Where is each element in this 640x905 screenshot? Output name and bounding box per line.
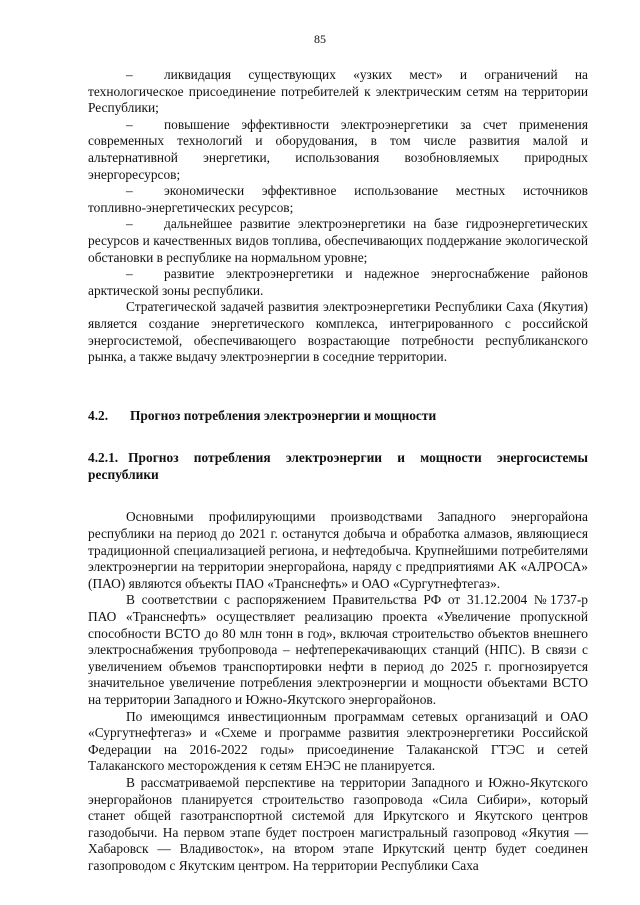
bullet-text: дальнейшее развитие электроэнергетики на базе гидроэнергетических ресурсов и качественных видов топлива, обеспечивающих поддержание экологической обстановки в республике на нормальном уровне; (88, 216, 588, 265)
section-heading-4-2-1 (88, 450, 588, 483)
bullet-item (88, 266, 588, 299)
strategic-paragraph: Стратегической задачей развития электроэнергетики Республики Саха (Якутия) является создание энергетического комплекса, интегрированного с российской энергосистемой, обеспечивающего возрастающие потребности республиканского рынка, а также выдачу электроэнергии в соседние территории. (88, 299, 588, 365)
body-paragraph: В рассматриваемой перспективе на территории Западного и Южно-Якутского энергорайонов планируется строительство газопровода «Сила Сибири», который станет общей газотранспортной системой для Иркутского и Якутского центров газодобычи. На первом этапе будет построен магистральный газопровод «Якутия — Хабаровск — Владивосток», на втором этапе Иркутский центр будет соединен газопроводом с Якутским центром. На территории Республики Саха (88, 774, 588, 873)
bullet-dash: – (126, 183, 133, 199)
bullet-text: экономически эффективное использование местных источников топливно-энергетических ресурсов; (88, 183, 588, 215)
body-paragraph: Основными профилирующими производствами Западного энергорайона республики на период до 2021 г. останутся добыча и обработка алмазов, являющиеся традиционной специализацией региона, и нефтедобыча. Крупнейшими потребителями электроэнергии на территории энергорайона, наряду с предприятиями АК «АЛРОСА» (ПАО) являются объекты ПАО «Транснефть» и ОАО «Сургутнефтегаз». (88, 509, 588, 591)
bullet-item (88, 183, 588, 216)
body-paragraph: В соответствии с распоряжением Правительства РФ от 31.12.2004 №1737-р ПАО «Транснефть» осуществляет реализацию проекта «Увеличение пропускной способности ВСТО до 80 млн тонн в год», включая строительство объектов внешнего электроснабжения трубопровода – нефтеперекачивающих станций (НПС). В связи с увеличением объемов транспортировки нефти в период до 2025 г. прогнозируется значительное увеличение потребления электроэнергии и мощности объектами ВСТО на территории Западного и Южно-Якутского энергорайонов. (88, 592, 588, 707)
body-paragraph: По имеющимся инвестиционным программам сетевых организаций и ОАО «Сургутнефтегаз» и «Схеме и программе развития электроэнергетики Российской Федерации на 2016-2022 годы» присоединение Талаканской ГТЭС и сетей Талаканского месторождения к сетям ЕНЭС не планируется. (88, 708, 588, 774)
section-number: 4.2.1. (88, 450, 119, 466)
bullet-item (88, 117, 588, 183)
section-heading-4-2 (88, 408, 588, 425)
section-title: Прогноз потребления электроэнергии и мощности энергосистемы республики (88, 450, 588, 482)
bullet-item (88, 67, 588, 117)
bullet-text: развитие электроэнергетики и надежное энергоснабжение районов арктической зоны республики. (88, 266, 588, 298)
bullet-dash: – (126, 116, 133, 132)
bullet-dash: – (126, 266, 133, 282)
bullet-list (88, 67, 588, 299)
bullet-item (88, 216, 588, 266)
section-number: 4.2. (88, 407, 109, 423)
page-number: 85 (314, 32, 326, 46)
bullet-dash: – (126, 216, 133, 232)
section-title: Прогноз потребления электроэнергии и мощности (130, 407, 437, 423)
bullet-text: повышение эффективности электроэнергетики за счет применения современных технологий и оборудования, в том числе развития малой и альтернативной энергетики, использования возобновляемых природных энергоресурсов; (88, 116, 588, 182)
bullet-text: ликвидация существующих «узких мест» и ограничений на технологическое присоединение потребителей к электрическим сетям на территории Республики; (88, 67, 588, 116)
bullet-dash: – (126, 67, 133, 82)
